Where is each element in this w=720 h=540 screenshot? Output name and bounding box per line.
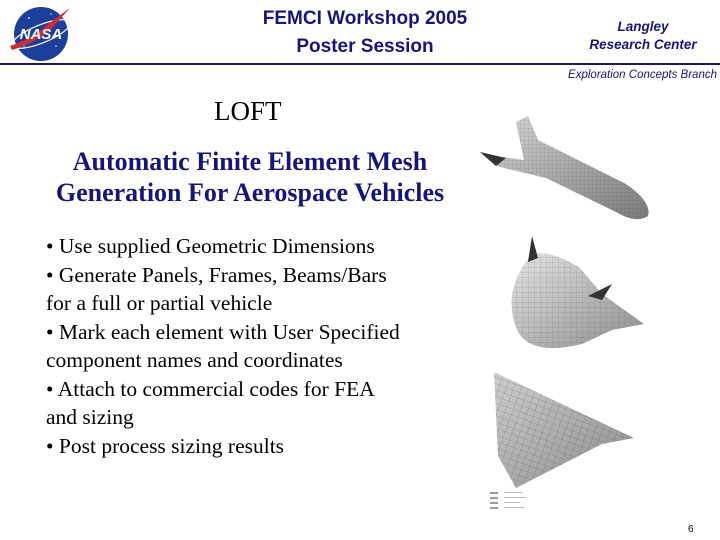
bullet-line: • Post process sizing results (46, 433, 285, 458)
research-center (568, 18, 718, 54)
bullet-line: and sizing (46, 405, 134, 429)
subtitle-line-2: Generation For Aerospace Vehicles (55, 178, 445, 207)
vehicle-mesh-render-3 (482, 372, 642, 488)
bullet-list (46, 232, 466, 460)
bullet-line: • Generate Panels, Frames, Beams/Bars (46, 262, 387, 287)
center-line-1: Langley (617, 19, 669, 34)
bullet-line: • Attach to commercial codes for FEA (46, 376, 375, 401)
bullet-line: for a full or partial vehicle (46, 291, 273, 315)
render-legend (490, 488, 534, 512)
nasa-logo (4, 2, 78, 66)
bullet-line: • Mark each element with User Specified (46, 319, 400, 344)
bullet-line: • Use supplied Geometric Dimensions (46, 234, 375, 258)
bullet-line: component names and coordinates (46, 348, 343, 372)
subtitle-line-1: Automatic Finite Element Mesh (72, 147, 428, 176)
slide-title: LOFT (214, 96, 282, 126)
workshop-title: FEMCI Workshop 2005 (262, 8, 468, 29)
slide-subtitle (20, 146, 480, 208)
vehicle-mesh-render-1 (476, 112, 660, 228)
vehicle-mesh-render-2 (462, 232, 648, 356)
session-title: Poster Session (296, 36, 434, 57)
center-line-2: Research Center (589, 37, 697, 52)
nasa-logo-text: NASA (19, 26, 63, 43)
branch-name: Exploration Concepts Branch (568, 69, 717, 81)
header-divider (0, 63, 720, 65)
page-number: 6 (688, 524, 694, 535)
